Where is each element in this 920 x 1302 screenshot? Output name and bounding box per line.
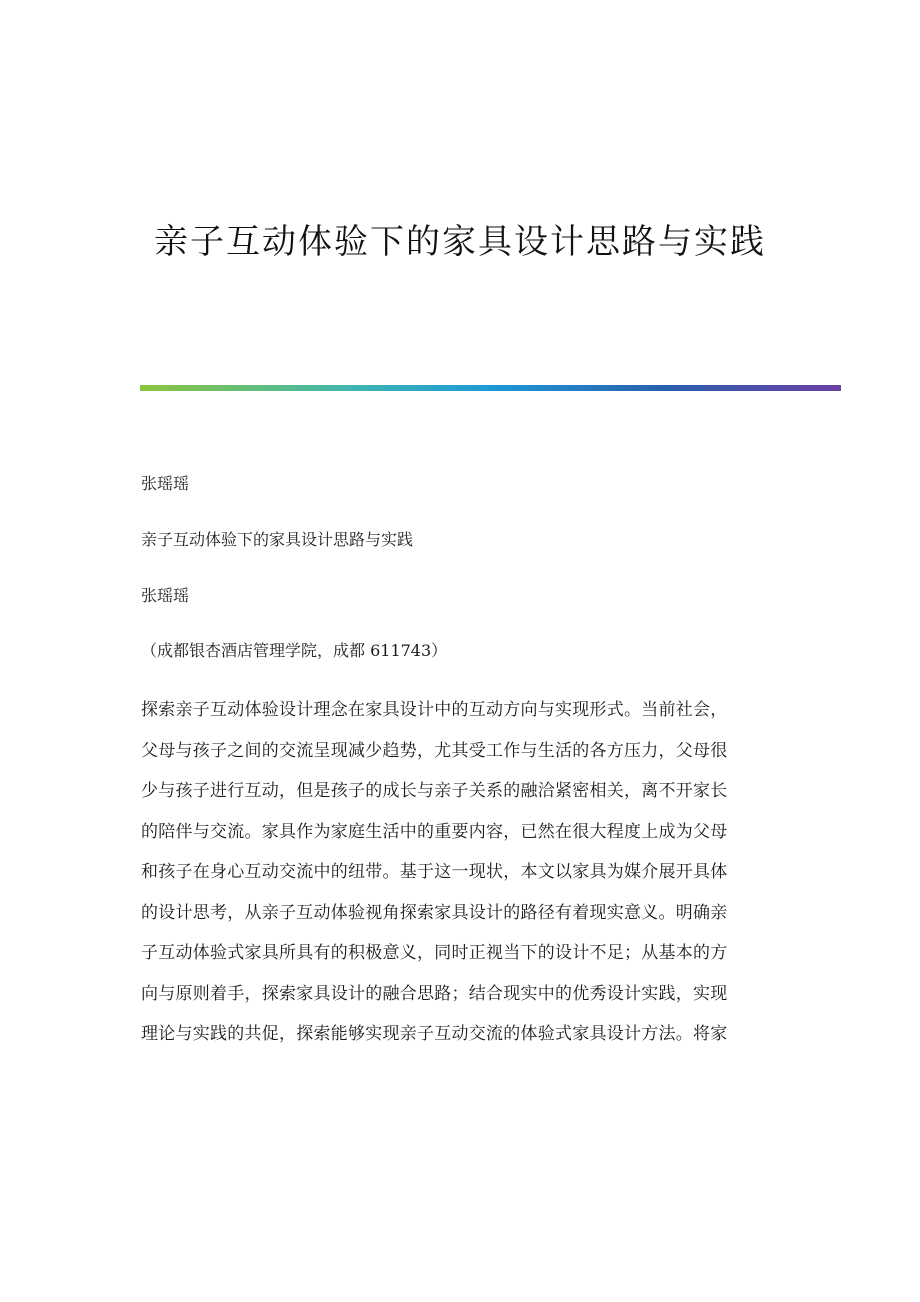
abstract-line: 子互动体验式家具所具有的积极意义，同时正视当下的设计不足；从基本的方 — [141, 943, 728, 963]
abstract-line: 探索亲子互动体验设计理念在家具设计中的互动方向与实现形式。当前社会， — [141, 700, 728, 720]
abstract-line: 的陪伴与交流。家具作为家庭生活中的重要内容，已然在很大程度上成为父母 — [141, 821, 728, 842]
abstract-line: 的设计思考，从亲子互动体验视角探索家具设计的路径有着现实意义。明确亲 — [141, 902, 728, 923]
abstract-line: 少与孩子进行互动，但是孩子的成长与亲子关系的融洽紧密相关，离不开家长 — [141, 781, 728, 801]
abstract-line: 和孩子在身心互动交流中的纽带。基于这一现状，本文以家具为媒介展开具体 — [141, 862, 728, 882]
title-gradient-divider — [140, 385, 841, 391]
document-title: 亲子互动体验下的家具设计思路与实践 — [154, 222, 766, 262]
author-name-top: 张瑶瑶 — [141, 474, 190, 493]
abstract-body — [141, 690, 771, 1055]
abstract-line: 向与原则着手，探索家具设计的融合思路；结合现实中的优秀设计实践，实现 — [141, 983, 728, 1004]
author-name: 张瑶瑶 — [141, 586, 190, 605]
author-affiliation: （成都银杏酒店管理学院，成都 611743） — [141, 641, 448, 660]
abstract-line: 父母与孩子之间的交流呈现减少趋势，尤其受工作与生活的各方压力，父母很 — [141, 740, 728, 761]
document-subtitle: 亲子互动体验下的家具设计思路与实践 — [141, 530, 414, 549]
abstract-line: 理论与实践的共促，探索能够实现亲子互动交流的体验式家具设计方法。将家 — [141, 1024, 728, 1044]
